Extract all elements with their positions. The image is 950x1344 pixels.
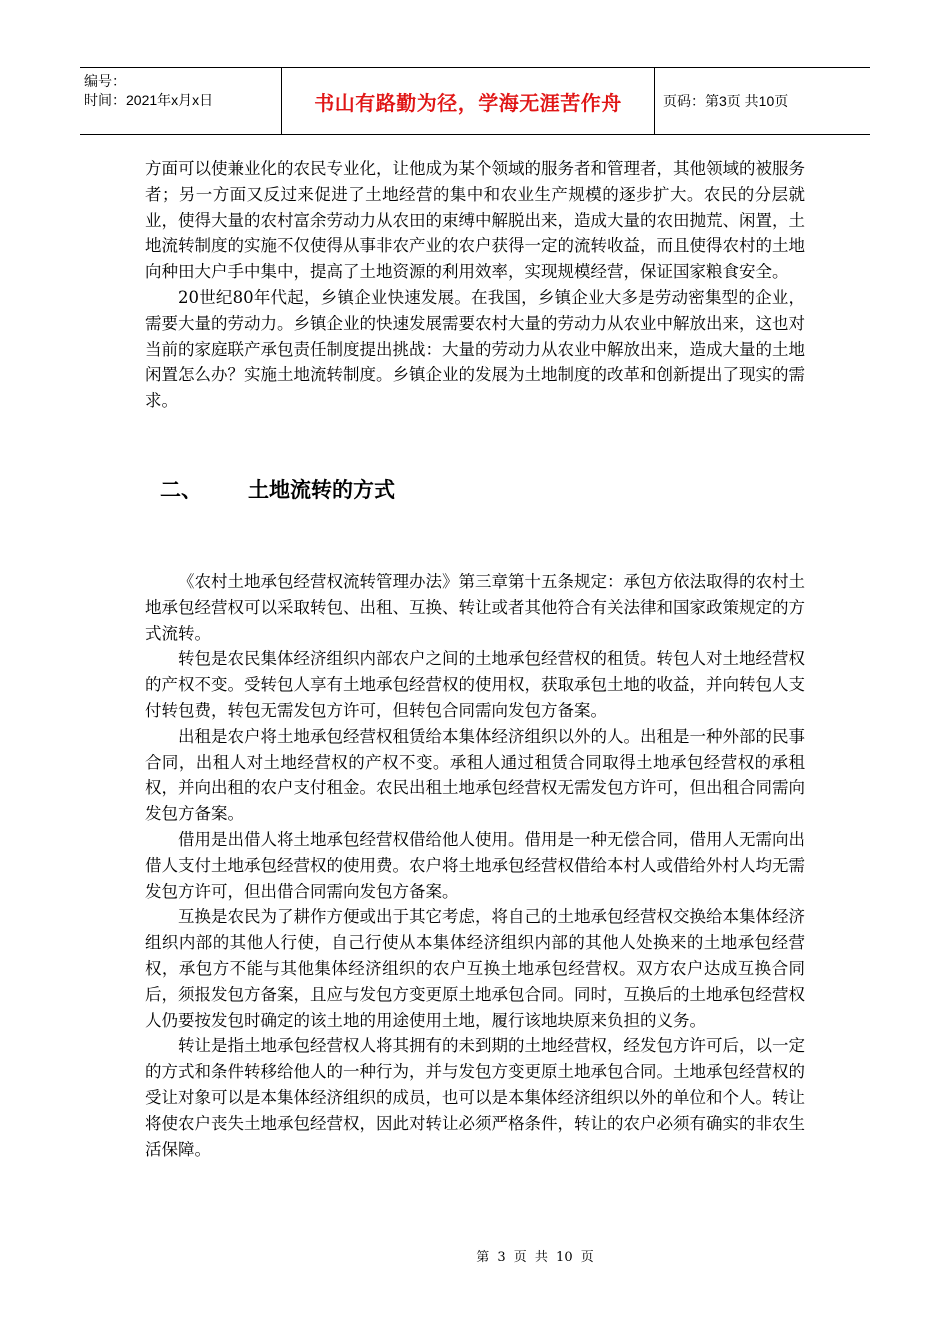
body-text-top (145, 156, 805, 414)
serial-number-label: 编号： (84, 73, 126, 89)
header-page-info: 页码：第3页 共10页 (663, 93, 789, 109)
date-label: 时间：2021年x月x日 (84, 92, 214, 108)
paragraph: 出租是农户将土地承包经营权租赁给本集体经济组织以外的人。出租是一种外部的民事合同，出租人对土地经营权的产权不变。承租人通过租赁合同取得土地承包经营权的承租权，并向出租的农户支付租金。农民出租土地承包经营权无需发包方许可，但出租合同需向发包方备案。 (145, 726, 805, 824)
document-header (80, 67, 870, 135)
paragraph: 借用是出借人将土地承包经营权借给他人使用。借用是一种无偿合同，借用人无需向出借人支付土地承包经营权的使用费。农户将土地承包经营权借给本村人或借给外村人均无需发包方许可，但出借合同需向发包方备案。 (145, 829, 805, 901)
section-number: 二、 (160, 478, 202, 502)
paragraph: 方面可以使兼业化的农民专业化，让他成为某个领域的服务者和管理者，其他领域的被服务者；另一方面又反过来促进了土地经营的集中和农业生产规模的逐步扩大。农民的分层就业，使得大量的农村富余劳动力从农田的束缚中解脱出来，造成大量的农田抛荒、闲置，土地流转制度的实施不仅使得从事非农产业的农户获得一定的流转收益，而且使得农村的土地向种田大户手中集中，提高了土地资源的利用效率，实现规模经营，保证国家粮食安全。 (145, 159, 805, 282)
section-title: 土地流转的方式 (248, 478, 395, 502)
paragraph: 转让是指土地承包经营权人将其拥有的未到期的土地经营权，经发包方许可后，以一定的方式和条件转移给他人的一种行为，并与发包方变更原土地承包合同。土地承包经营权的受让对象可以是本集体经济组织的成员，也可以是本集体经济组织以外的单位和个人。转让将使农户丧失土地承包经营权，因此对转让必须严格条件，转让的农户必须有确实的非农生活保障。 (145, 1036, 805, 1159)
header-motto: 书山有路勤为径，学海无涯苦作舟 (282, 68, 655, 134)
header-meta-cell (80, 68, 282, 134)
section-heading (160, 474, 395, 504)
page-footer: 第 3 页 共 10 页 (476, 1250, 594, 1265)
paragraph: 《农村土地承包经营权流转管理办法》第三章第十五条规定：承包方依法取得的农村土地承包经营权可以采取转包、出租、互换、转让或者其他符合有关法律和国家政策规定的方式流转。 (145, 572, 805, 643)
paragraph: 20世纪80年代起，乡镇企业快速发展。在我国，乡镇企业大多是劳动密集型的企业，需要大量的劳动力。乡镇企业的快速发展需要农村大量的劳动力从农业中解放出来，这也对当前的家庭联产承包责任制度提出挑战：大量的劳动力从农业中解放出来，造成大量的土地闲置怎么办？实施土地流转制度。乡镇企业的发展为土地制度的改革和创新提出了现实的需求。 (145, 287, 805, 411)
paragraph: 互换是农民为了耕作方便或出于其它考虑，将自己的土地承包经营权交换给本集体经济组织内部的其他人行使，自己行使从本集体经济组织内部的其他人处换来的土地承包经营权，承包方不能与其他集体经济组织的农户互换土地承包经营权。双方农户达成互换合同后，须报发包方备案，且应与发包方变更原土地承包合同。同时，互换后的土地承包经营权人仍要按发包时确定的该土地的用途使用土地，履行该地块原来负担的义务。 (145, 907, 805, 1030)
body-text-bottom (145, 569, 805, 1162)
paragraph: 转包是农民集体经济组织内部农户之间的土地承包经营权的租赁。转包人对土地经营权的产权不变。受转包人享有土地承包经营权的使用权，获取承包土地的收益，并向转包人支付转包费，转包无需发包方许可，但转包合同需向发包方备案。 (145, 649, 805, 720)
